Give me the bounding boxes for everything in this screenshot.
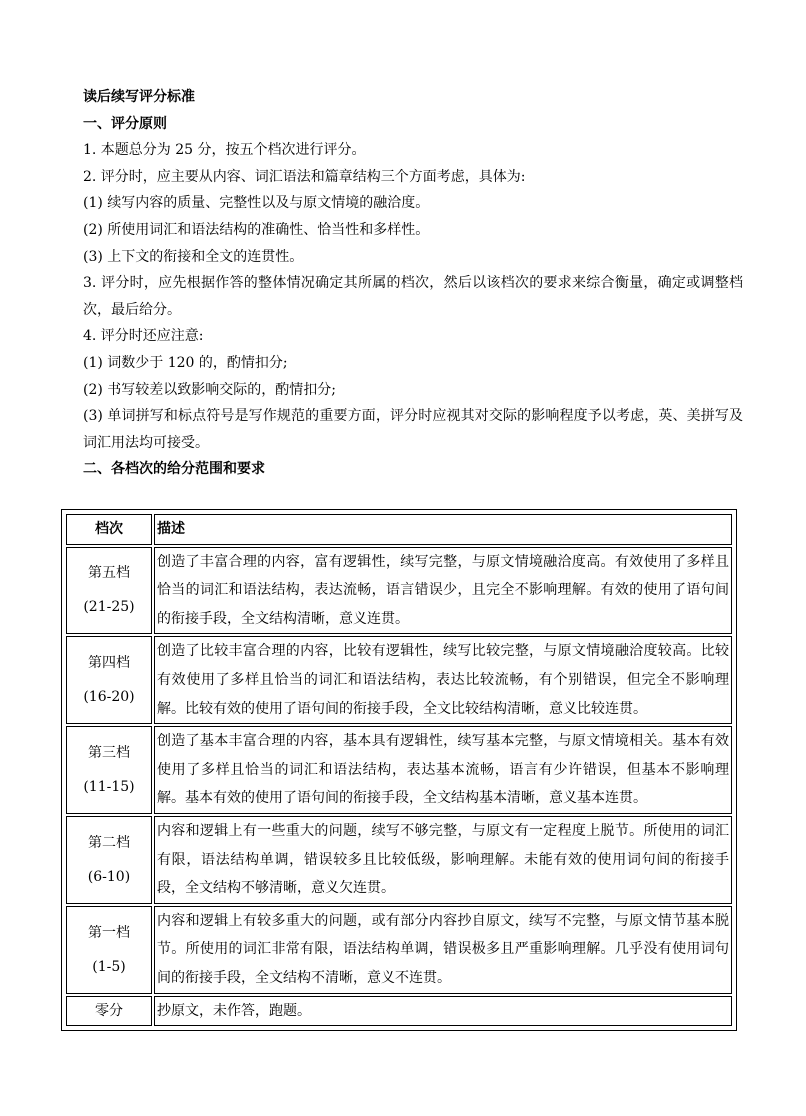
grade-range: (16-20) xyxy=(83,689,135,706)
grade-description: 创造了基本丰富合理的内容，基本具有逻辑性，续写基本完整，与原文情境相关。基本有效使用了多样且恰当的词汇和语法结构，表达基本流畅，语言有少许错误，但基本不影响理解。基本有效的使用了语句间的衔接手段，全文结构基本清晰，意义基本连贯。 xyxy=(154,726,732,814)
grade-cell: 零分 xyxy=(66,996,152,1027)
table-row xyxy=(66,996,732,1027)
grade-description: 创造了比较丰富合理的内容，比较有逻辑性，续写比较完整，与原文情境融洽度较高。比较有效使用了多样且恰当的词汇和语法结构，表达比较流畅，有个别错误，但完全不影响理解。比较有效的使用了语句间的衔接手段，全文比较结构清晰，意义比较连贯。 xyxy=(154,636,732,724)
grade-label: 第五档 xyxy=(88,565,130,582)
grade-label: 第二档 xyxy=(88,834,130,851)
section-heading-principles: 一、评分原则 xyxy=(83,115,167,132)
note-item: (1) 词数少于 120 的，酌情扣分; xyxy=(83,354,288,371)
principle-item: 4. 评分时还应注意: xyxy=(83,328,204,345)
table-row xyxy=(66,636,732,724)
header-desc: 描述 xyxy=(154,514,732,545)
grade-range: (11-15) xyxy=(83,779,135,796)
document-body xyxy=(83,84,743,483)
grade-description: 内容和逻辑上有较多重大的问题，或有部分内容抄自原文，续写不完整，与原文情节基本脱节。所使用的词汇非常有限，语法结构单调，错误极多且严重影响理解。几乎没有使用词句间的衔接手段，全文结构不清晰，意义不连贯。 xyxy=(154,906,732,994)
header-grade: 档次 xyxy=(66,514,152,545)
grade-cell xyxy=(66,906,152,994)
grade-label: 第四档 xyxy=(88,655,130,672)
grade-cell xyxy=(66,547,152,635)
table-header-row xyxy=(66,514,732,545)
principle-item: 1. 本题总分为 25 分，按五个档次进行评分。 xyxy=(83,142,366,159)
grade-range: (6-10) xyxy=(87,868,131,885)
grade-cell xyxy=(66,816,152,904)
document-title: 读后续写评分标准 xyxy=(83,89,195,105)
section-heading-levels: 二、各档次的给分范围和要求 xyxy=(83,461,265,478)
principle-item: 3. 评分时，应先根据作答的整体情况确定其所属的档次，然后以该档次的要求来综合衡量，确定或调整档次，最后给分。 xyxy=(83,275,743,318)
principle-subitem: (1) 续写内容的质量、完整性以及与原文情境的融洽度。 xyxy=(83,195,430,212)
grade-cell xyxy=(66,636,152,724)
scoring-table xyxy=(61,509,737,1031)
table-row xyxy=(66,726,732,814)
note-item: (2) 书写较差以致影响交际的，酌情扣分; xyxy=(83,381,336,398)
grade-cell xyxy=(66,726,152,814)
table-row xyxy=(66,816,732,904)
grade-label: 第一档 xyxy=(88,924,130,941)
grade-description: 内容和逻辑上有一些重大的问题，续写不够完整，与原文有一定程度上脱节。所使用的词汇有限，语法结构单调，错误较多且比较低级，影响理解。未能有效的使用词句间的衔接手段，全文结构不够清晰，意义欠连贯。 xyxy=(154,816,732,904)
table-row xyxy=(66,906,732,994)
table-row xyxy=(66,547,732,635)
note-item: (3) 单词拼写和标点符号是写作规范的重要方面，评分时应视其对交际的影响程度予以考虑，英、美拼写及词汇用法均可接受。 xyxy=(83,408,743,451)
principle-subitem: (2) 所使用词汇和语法结构的准确性、恰当性和多样性。 xyxy=(83,221,430,238)
grade-description: 抄原文，未作答，跑题。 xyxy=(154,996,732,1027)
principle-item: 2. 评分时，应主要从内容、词汇语法和篇章结构三个方面考虑，具体为: xyxy=(83,168,526,185)
principle-subitem: (3) 上下文的衔接和全文的连贯性。 xyxy=(83,248,304,265)
grade-description: 创造了丰富合理的内容，富有逻辑性，续写完整，与原文情境融洽度高。有效使用了多样且恰当的词汇和语法结构，表达流畅，语言错误少，且完全不影响理解。有效的使用了语句间的衔接手段，全文结构清晰，意义连贯。 xyxy=(154,547,732,635)
grade-label: 第三档 xyxy=(88,745,130,762)
grade-range: (1-5) xyxy=(92,958,126,975)
grade-range: (21-25) xyxy=(83,599,135,616)
